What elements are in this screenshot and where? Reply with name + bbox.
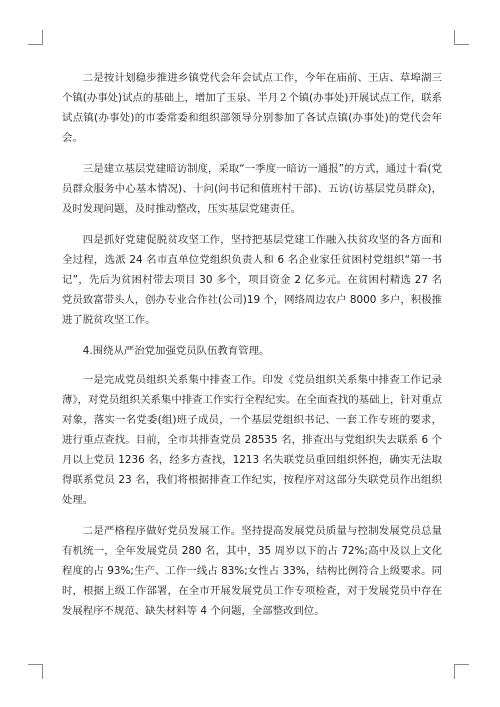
paragraph-inspection-system: 三是建立基层党建暗访制度，采取“一季度一暗访一通报”的方式，通过十看(党员群众服务中心基本情况)、十问(问书记和值班村干部)、五访(访基层党员群众)，及时发现问题，及时推动整改，压实基层党建责任。 <box>62 163 442 215</box>
section-heading: 4.围绕从严治党加强党员队伍教育管理。 <box>82 345 270 357</box>
crop-mark-top-left <box>28 30 43 45</box>
paragraph-member-relations-check: 一是完成党员组织关系集中排查工作。印发《党员组织关系集中排查工作记录薄》，对党员组织关系集中排查工作实行全程纪实。在全面查找的基础上，针对重点对象，落实一名党委(组)班子成员，一个基层党组织书记、一套工作专班的要求，进行重点查找。目前，全市共排查党员 28535 名，排查出与党组织失去联系 6 个月以上党员 1236 名，经多方查找，1213 名失联党员重回组织怀抱，确实无法取得联系党员 23 名，我们将根据排查工作纪实，按程序对这部分失联党员作出组织处理。 <box>62 374 442 506</box>
crop-mark-bottom-right <box>454 664 469 679</box>
document-body <box>62 68 442 632</box>
crop-mark-bottom-left <box>28 664 43 679</box>
paragraph-member-development: 二是严格程序做好党员发展工作。坚持提高发展党员质量与控制发展党员总量有机统一，全年发展党员 280 名，其中，35 周岁以下的占 72%;高中及以上文化程度的占 93%;生产、工作一线占 83%;女性占 33%，结构比例符合上级要求。同时，根据上级工作部署，在全市开展发展党员工作专项检查，对于发展党员中存在发展程序不规范、缺失材料等 4 个问题，全部整改到位。 <box>62 525 442 617</box>
paragraph-pilot-work: 二是按计划稳步推进乡镇党代会年会试点工作，今年在庙前、王店、草埠湖三个镇(办事处)试点的基础上，增加了玉泉、半月２个镇(办事处)开展试点工作，联系试点镇(办事处)的市委常委和组织部领导分别参加了各试点镇(办事处)的党代会年会。 <box>62 72 442 144</box>
crop-mark-top-right <box>454 30 469 45</box>
paragraph-poverty-alleviation: 四是抓好党建促脱贫攻坚工作，坚持把基层党建工作融入扶贫攻坚的各方面和全过程，选派 24 名市直单位党组织负责人和 6 名企业家任贫困村党组织“第一书记”，先后为贫困村带去项目 30 多个，项目资金 2 亿多元。在贫困村精选 27 名党员致富带头人，创办专业合作社(公司)19 个，网络周边农户 8000 多户，积极推进了脱贫攻坚工作。 <box>62 234 442 326</box>
